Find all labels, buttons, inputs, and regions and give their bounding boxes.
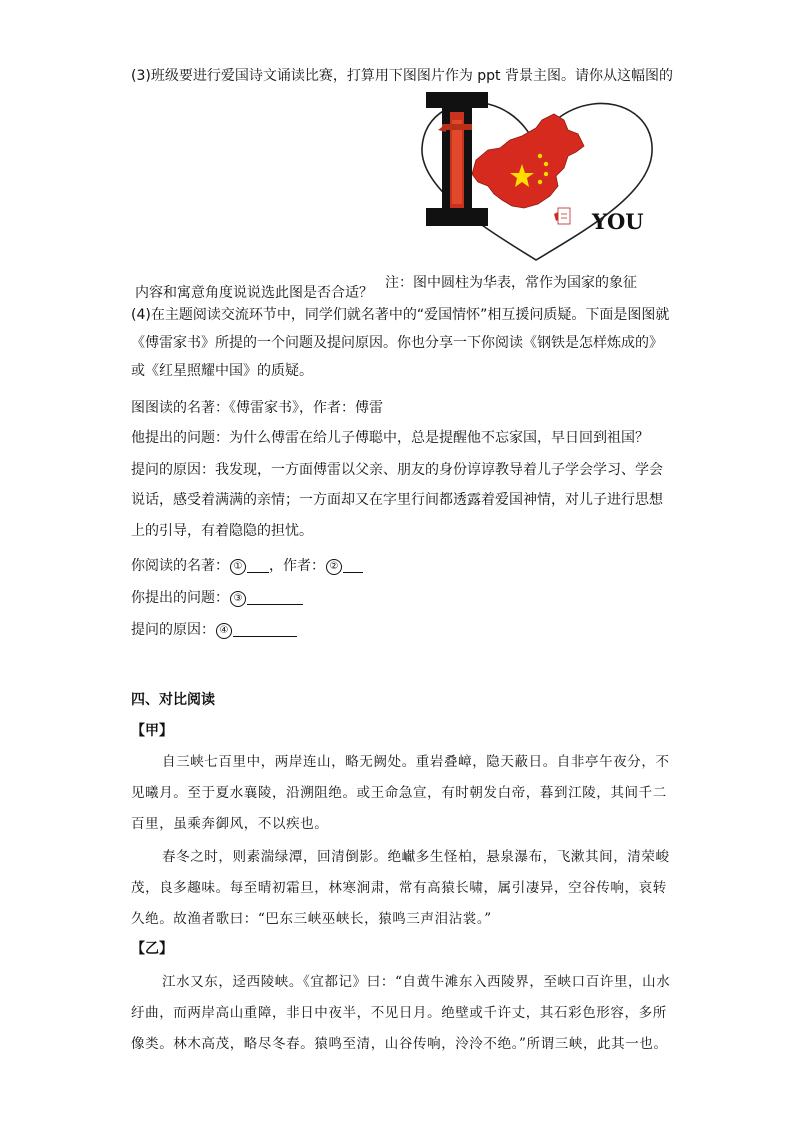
jia-line-5: 茂，良多趣味。每至晴初霜旦，林寒涧肃，常有高猿长啸，属引凄异，空谷传响，哀转	[131, 880, 667, 896]
fill-line-question	[131, 588, 303, 608]
q4-line-6: 提问的原因：我发现，一方面傅雷以父亲、朋友的身份谆谆教导着儿子学会学习、学会	[131, 462, 663, 478]
q4-line-2: 《傅雷家书》所提的一个问题及提问原因。你也分享一下你阅读《钢铁是怎样炼成的》	[131, 335, 663, 351]
yi-line-2: 纡曲，而两岸高山重障，非日中夜半，不见日月。绝壁或千许丈，其石彩色形容，多所	[131, 1005, 667, 1021]
jia-line-3: 百里，虽乘奔御风，不以疾也。	[131, 816, 329, 832]
jia-label: 【甲】	[131, 723, 173, 739]
q4-line-5: 他提出的问题：为什么傅雷在给儿子傅聪中，总是提醒他不忘家国，早日回到祖国？	[131, 430, 649, 446]
answer-blank-3[interactable]	[247, 590, 303, 605]
jia-line-1: 自三峡七百里中，两岸连山，略无阙处。重岩叠嶂，隐天蔽日。自非亭午夜分，不	[162, 754, 670, 770]
jia-line-4: 春冬之时，则素湍绿潭，回清倒影。绝𪩘多生怪柏，悬泉瀑布，飞漱其间，清荣峻	[162, 849, 670, 865]
yi-line-1: 江水又东，迳西陵峡。《宜都记》曰：“自黄牛滩东入西陵界，至峡口百许里，山水	[162, 974, 671, 990]
you-text: YOU	[592, 209, 644, 234]
circled-number-3: ③	[230, 591, 246, 607]
fill3-label: 提问的原因：	[131, 622, 215, 638]
fill2-label: 你提出的问题：	[131, 590, 229, 606]
q4-line-4: 图图读的名著：《傅雷家书》，作者：傅雷	[131, 400, 383, 416]
i-love-china-figure	[418, 90, 658, 265]
circled-number-4: ④	[216, 623, 232, 639]
figure-note: 注：图中圆柱为华表，常作为国家的象征	[385, 275, 637, 291]
answer-blank-4[interactable]	[233, 622, 297, 637]
section-title: 四、对比阅读	[131, 692, 215, 708]
q3-line-2: 内容和寓意角度说说选此图是否合适？	[135, 285, 373, 301]
answer-blank-1[interactable]	[247, 558, 269, 573]
q3-line-1: (3)班级要进行爱国诗文诵读比赛，打算用下图图片作为 ppt 背景主图。请你从这幅图的	[131, 68, 673, 84]
fill-line-book	[131, 556, 363, 576]
q4-line-7: 说话，感受着满满的亲情；一方面却又在字里行间都透露着爱国神情，对儿子进行思想	[131, 492, 663, 508]
q4-line-8: 上的引导，有着隐隐的担忧。	[131, 523, 313, 539]
circled-number-1: ①	[230, 559, 246, 575]
heart-map-image	[418, 90, 658, 265]
fill1-sep: ，作者：	[269, 558, 325, 574]
fill1-label: 你阅读的名著：	[131, 558, 229, 574]
fill-line-reason	[131, 620, 297, 640]
answer-blank-2[interactable]	[343, 558, 363, 573]
jia-line-6: 久绝。故渔者歌曰：“巴东三峡巫峡长，猿鸣三声泪沾裳。”	[131, 911, 492, 927]
jia-line-2: 见曦月。至于夏水襄陵，沿溯阻绝。或王命急宣，有时朝发白帝，暮到江陵，其间千二	[131, 785, 667, 801]
q4-line-3: 或《红星照耀中国》的质疑。	[131, 363, 313, 379]
q4-line-1: (4)在主题阅读交流环节中，同学们就名著中的“爱国情怀”相互援问质疑。下面是图图就	[131, 307, 670, 323]
circled-number-2: ②	[326, 559, 342, 575]
yi-line-3: 像类。林木高茂，略尽冬春。猿鸣至清，山谷传响，泠泠不绝。”所谓三峡，此其一也。	[131, 1036, 668, 1052]
china-map-icon	[472, 114, 584, 208]
yi-label: 【乙】	[131, 941, 173, 957]
